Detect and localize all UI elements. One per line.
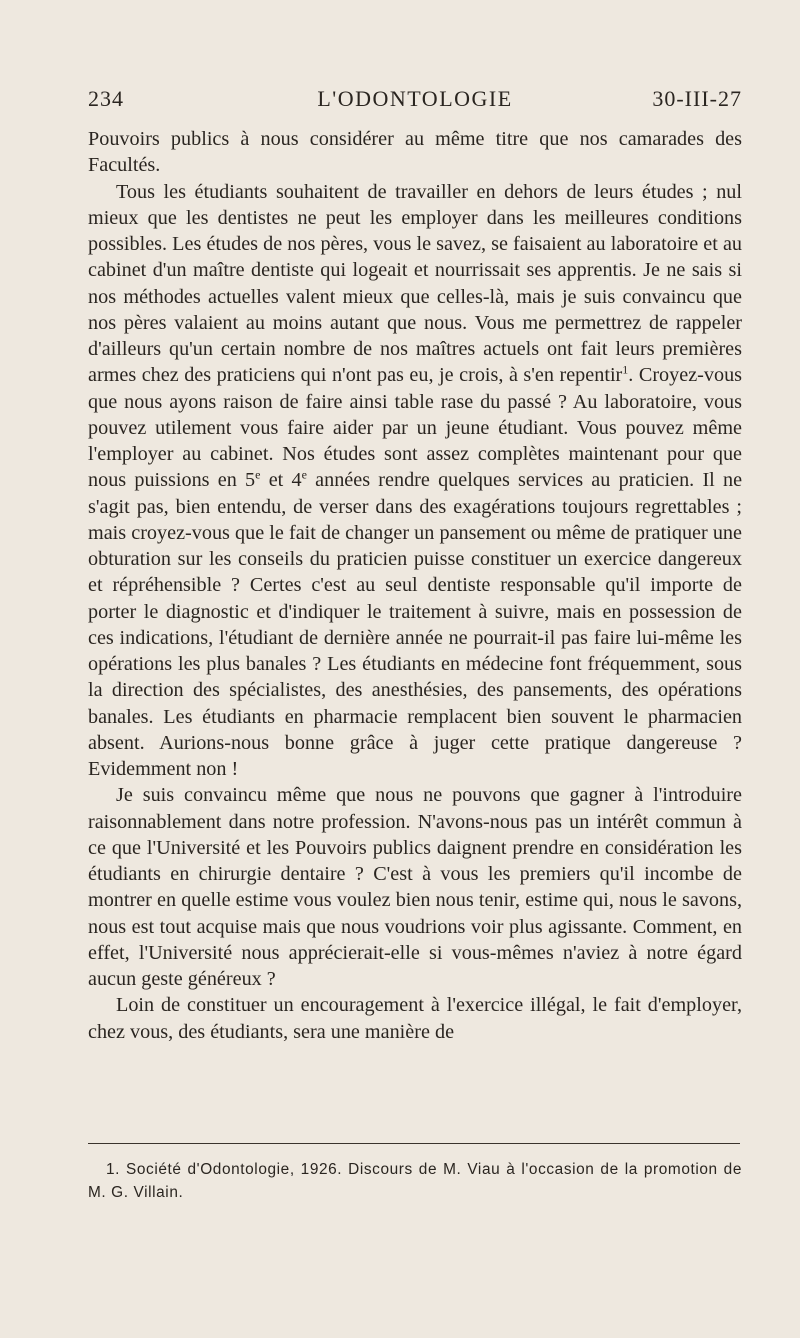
issue-date: 30-III-27 [652,86,742,111]
page-number: 234 [88,86,124,111]
running-header [88,86,742,116]
footnote-text: Société d'Odontologie, 1926. Discours de M. Viau à l'occasion de la promotion de M. G. Villain. [88,1161,742,1201]
ordinal-suffix: e [301,467,307,482]
journal-title: L'ODONTOLOGIE [317,86,513,111]
paragraph-4: Loin de constituer un encouragement à l'exercice illégal, le fait d'employer, chez vous, des étudiants, sera une manière de [88,994,742,1043]
footnote-reference: 1 [622,362,629,377]
paragraph-2-end: années rendre quelques services au praticien. Il ne s'agit pas, bien entendu, de verser dans des exagérations toujours regrettables ; mais croyez-vous que le fait de changer un pansement ou même de pratiquer une obturation sur les conseils du praticien puisse constituer un exercice dangereux et répréhensible ? Certes c'est au seul dentiste responsable qu'il importe de porter le diagnostic et d'indiquer le traitement à suivre, mais en possession de ces indications, l'étudiant de dernière année ne pourrait-il pas faire lui-même les opérations les plus banales ? Les étudiants en médecine font fréquemment, sous la direction des spécialistes, des anesthésies, des pansements, des opérations banales. Les étudiants en pharmacie remplacent bien souvent le pharmacien absent. Aurions-nous bonne grâce à juger cette pratique dangereuse ? Evidemment non ! [88,469,743,780]
footnote-divider [88,1143,740,1144]
paragraph-3: Je suis convaincu même que nous ne pouvons que gagner à l'introduire raisonnablement dans notre profession. N'avons-nous pas un intérêt commun à ce que l'Université et les Pouvoirs publics daignent prendre en considération les étudiants en chirurgie dentaire ? C'est à vous les premiers qu'il incombe de montrer en quelle estime vous voulez bien nous tenir, estime qui, nous le savons, nous est tout acquise mais que nous voudrions voir plus agissante. Comment, en effet, l'Université nous apprécierait-elle si vous-mêmes n'aviez à notre égard aucun geste généreux ? [88,784,742,990]
paragraph-2-continued: Croyez-vous que nous ayons raison de faire ainsi table rase du passé ? Au laboratoire, vous pouvez utilement vous faire aider par un jeune étudiant. Vous pouvez même l'employer au cabinet. Nos études sont assez complètes maintenant pour que nous puissions en [88,364,743,492]
year-number-fourth: 4 [291,469,302,492]
paragraph-2-text: Tous les étudiants souhaitent de travailler en dehors de leurs études ; nul mieux que les dentistes ne peut les employer dans les meilleures conditions possibles. Les études de nos pères, vous le savez, se faisaient au laboratoire et au cabinet d'un maître dentiste qui logeait et nourrissait ses apprentis. Je ne sais si nos méthodes actuelles valent mieux que celles-là, mais je suis convaincu que nos pères valaient au moins autant que nous. Vous me permettrez de rappeler d'ailleurs qu'un certain nombre de nos maîtres actuels ont fait leurs premières armes chez des praticiens qui n'ont pas eu, je crois, à s'en repentir [88,180,742,387]
footnote [88,1158,742,1204]
ordinal-suffix: e [255,467,261,482]
main-text [88,126,742,1045]
footnote-reference-suffix: . [628,364,634,387]
conjunction-text: et [268,469,284,492]
paragraph-1: Pouvoirs publics à nous considérer au même titre que nos camarades des Facultés. [88,128,742,177]
year-number-fifth: 5 [245,469,256,492]
paragraph-2 [88,179,742,783]
footnote-number: 1. [106,1161,121,1178]
